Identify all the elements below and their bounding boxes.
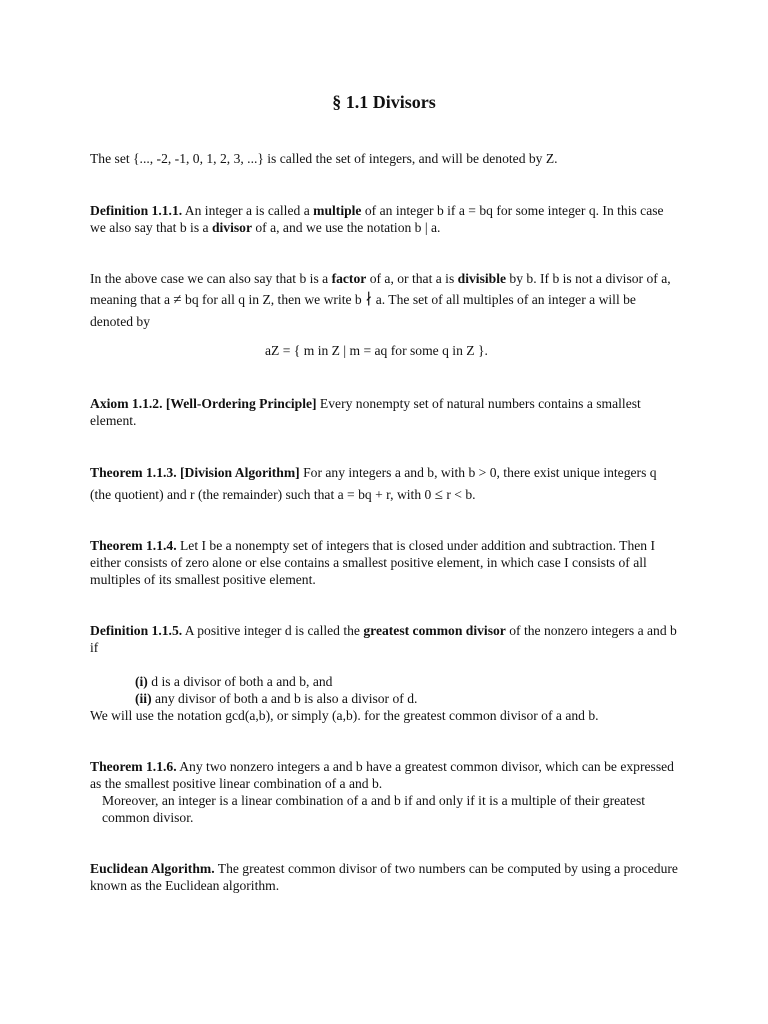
text-run: In the above case we can also say that b is a	[90, 271, 332, 286]
theorem-label: Theorem 1.1.6.	[90, 759, 177, 774]
text-run: bq for all q in Z, then we write b	[181, 292, 366, 307]
text-run: of a, and we use the notation b | a.	[251, 220, 441, 235]
text-run: by b. If b is not a divisor of a, meaning that a	[90, 271, 671, 307]
text-run: A positive integer d is called the	[182, 623, 364, 638]
theorem-1-1-3	[90, 462, 680, 506]
bold-term: greatest common divisor	[363, 623, 506, 638]
list-item	[90, 673, 680, 690]
list-item	[90, 690, 680, 707]
theorem-label: Theorem 1.1.4.	[90, 538, 177, 553]
text-run: Let I be a nonempty set of integers that is closed under addition and subtraction. Then I either consists of zero alone or else contains a smallest positive element, in which case I consists of all multiples of its smallest positive element.	[90, 538, 656, 587]
definition-label: Definition 1.1.5.	[90, 623, 183, 638]
axiom-label: Axiom 1.1.2. [Well-Ordering Principle]	[90, 396, 317, 411]
item-text: any divisor of both a and b is also a divisor of d.	[151, 691, 418, 706]
text-run: of an integer b if a = bq for some integer q. In this case we also say that b is a	[90, 203, 664, 235]
text-run: r < b.	[442, 487, 476, 502]
factor-paragraph	[90, 268, 680, 332]
not-equal-symbol: ≠	[173, 292, 182, 308]
item-number: (ii)	[135, 691, 152, 706]
bold-term: multiple	[313, 203, 362, 218]
theorem-continuation: Moreover, an integer is a linear combination of a and b if and only if it is a multiple of their greatest common divisor.	[102, 793, 646, 825]
text-run: For any integers a and b, with b > 0, there exist unique integers q (the quotient) and r (the remainder) such that a = bq + r, with 0	[90, 465, 657, 502]
az-set-formula: aZ = { m in Z | m = aq for some q in Z }.	[265, 343, 488, 358]
definition-1-1-5	[90, 622, 680, 656]
definition-1-1-1	[90, 202, 680, 236]
definition-label: Definition 1.1.1.	[90, 203, 183, 218]
text-run: a. The set of all multiples of an integer a will be denoted by	[90, 292, 636, 329]
bold-term: divisor	[211, 220, 252, 235]
theorem-1-1-4	[90, 537, 680, 588]
text-run: Any two nonzero integers a and b have a greatest common divisor, which can be expressed as the smallest positive linear combination of a and b.	[90, 759, 674, 791]
axiom-1-1-2	[90, 395, 680, 429]
theorem-1-1-6	[90, 758, 680, 826]
bold-term: factor	[331, 271, 367, 286]
bold-term: divisible	[457, 271, 507, 286]
text-run: Every nonempty set of natural numbers contains a smallest element.	[90, 396, 641, 428]
text-run: of a, or that a is	[366, 271, 458, 286]
does-not-divide-symbol: ∤	[365, 292, 373, 308]
gcd-notation-note: We will use the notation gcd(a,b), or simply (a,b). for the greatest common divisor of a and b.	[90, 708, 599, 723]
intro-paragraph: The set {..., -2, -1, 0, 1, 2, 3, ...} is called the set of integers, and will be denoted by Z.	[90, 151, 558, 166]
text-run: of the nonzero integers a and b if	[90, 623, 677, 655]
section-label: Euclidean Algorithm.	[90, 861, 215, 876]
theorem-label: Theorem 1.1.3. [Division Algorithm]	[90, 465, 300, 480]
euclidean-algorithm-paragraph	[90, 860, 680, 894]
item-text: d is a divisor of both a and b, and	[147, 674, 333, 689]
item-number: (i)	[135, 674, 148, 689]
text-run: The greatest common divisor of two numbers can be computed by using a procedure known as the Euclidean algorithm.	[90, 861, 678, 893]
page-title: § 1.1 Divisors	[332, 92, 436, 112]
less-equal-symbol: ≤	[434, 487, 443, 503]
gcd-conditions-list	[90, 673, 680, 724]
text-run: An integer a is called a	[182, 203, 314, 218]
